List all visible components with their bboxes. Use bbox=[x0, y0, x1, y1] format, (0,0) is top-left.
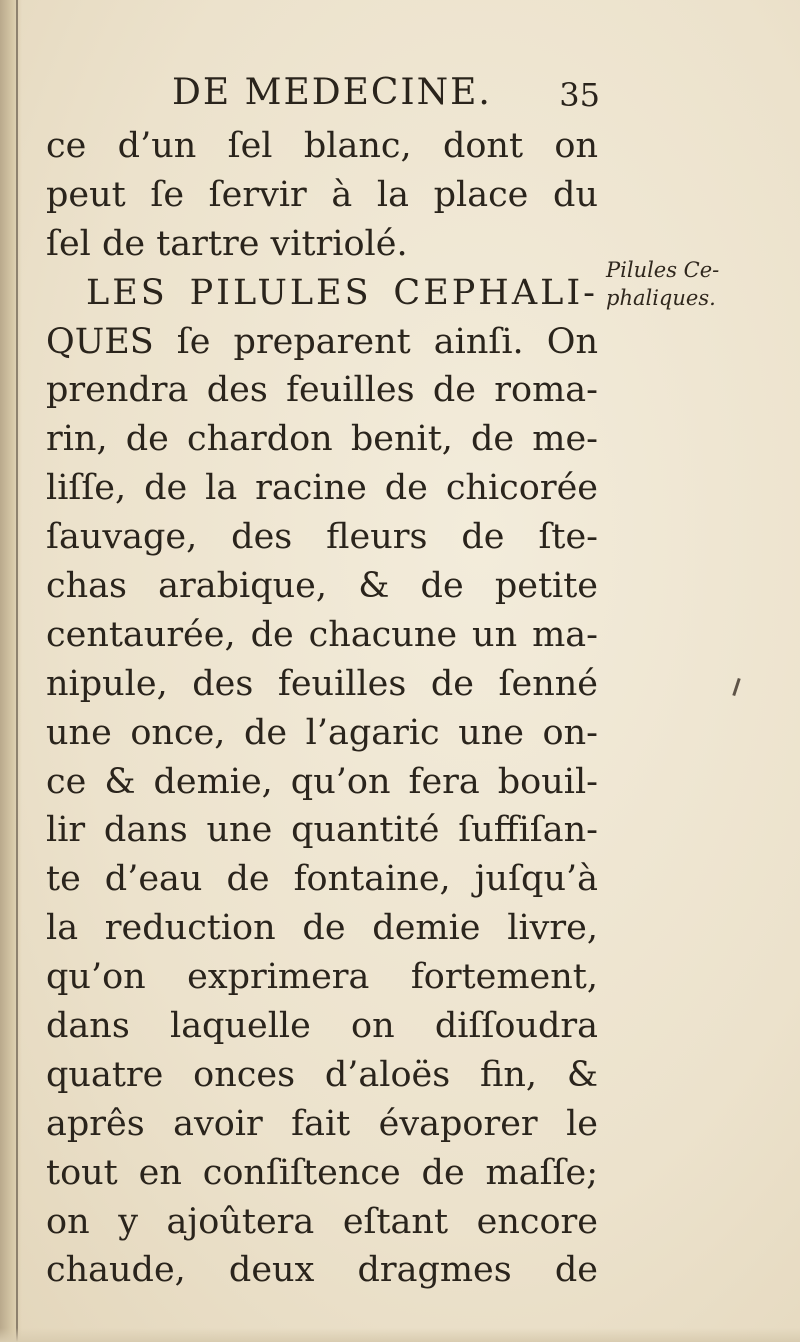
section-heading-line: LES PILULES CEPHALI- bbox=[86, 272, 598, 313]
text-line: chaude, deux dragmes de bbox=[46, 1250, 598, 1291]
margin-note-line: Pilules Ce- bbox=[606, 258, 720, 282]
page-header bbox=[172, 72, 612, 124]
text-line: lir dans une quantité ſuffiſan- bbox=[46, 810, 598, 851]
text-line: liſſe, de la racine de chicorée bbox=[46, 468, 598, 509]
margin-note bbox=[606, 256, 796, 312]
text-line: chas arabique, & de petite bbox=[46, 566, 598, 607]
text-line: ſauvage, des fleurs de ſte- bbox=[46, 517, 598, 558]
text-line: prendra des feuilles de roma- bbox=[46, 370, 598, 411]
text-line: la reduction de demie livre, bbox=[46, 908, 598, 949]
text-line: qu’on exprimera fortement, bbox=[46, 957, 598, 998]
text-line: te d’eau de fontaine, juſqu’à bbox=[46, 859, 598, 900]
text-line: on y ajoûtera eſtant encore bbox=[46, 1201, 598, 1242]
text-line: ſel de tartre vitriolé. bbox=[46, 223, 408, 264]
text-line: QUES ſe preparent ainſi. On bbox=[46, 321, 598, 362]
page-number: 35 bbox=[559, 76, 600, 114]
text-line: rin, de chardon benit, de me- bbox=[46, 419, 598, 460]
running-head: DE MEDECINE. bbox=[172, 72, 492, 113]
page-binding-edge bbox=[16, 0, 18, 1342]
text-line: quatre onces d’aloës fin, & bbox=[46, 1054, 598, 1095]
text-line: une once, de l’agaric une on- bbox=[46, 712, 598, 753]
text-line: peut ſe ſervir à la place du bbox=[46, 174, 598, 215]
margin-note-line: phaliques. bbox=[606, 286, 716, 310]
text-line: dans laquelle on diſſoudra bbox=[46, 1006, 598, 1047]
text-line: nipule, des feuilles de ſenné bbox=[46, 663, 598, 704]
page-bottom-edge bbox=[0, 1328, 800, 1342]
body-text bbox=[46, 122, 598, 1295]
text-line: tout en conſiſtence de maſſe; bbox=[46, 1152, 598, 1193]
text-line: centaurée, de chacune un ma- bbox=[46, 614, 598, 655]
text-line: ce d’un ſel blanc, dont on bbox=[46, 126, 598, 166]
page-gutter-shadow bbox=[0, 0, 22, 1342]
text-line: aprês avoir fait évaporer le bbox=[46, 1103, 598, 1144]
text-line: ce & demie, qu’on fera bouil- bbox=[46, 761, 598, 802]
ink-mark bbox=[732, 678, 740, 696]
